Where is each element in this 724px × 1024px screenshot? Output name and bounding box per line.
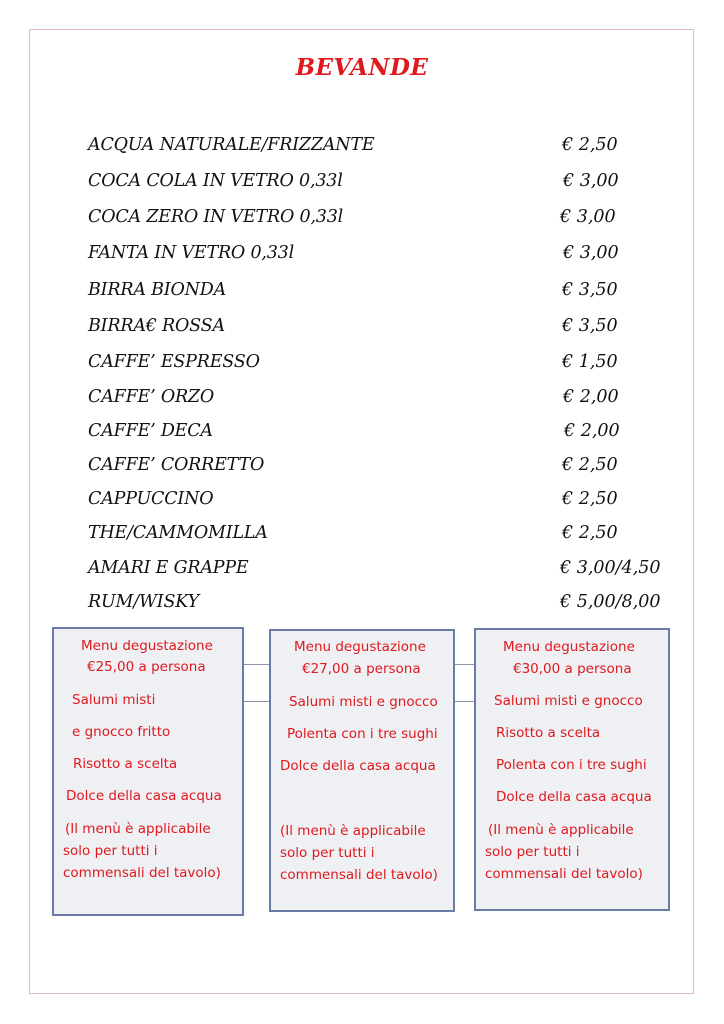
tasting-menu-box-3 — [474, 628, 670, 911]
tasting-menu-note: solo per tutti i — [485, 844, 580, 860]
drink-name: BIRRA BIONDA — [88, 280, 227, 300]
drink-name: CAFFE’ CORRETTO — [88, 455, 265, 475]
drink-row — [0, 243, 724, 273]
drink-price: € 2,00 — [563, 387, 619, 407]
tasting-menu-note: commensali del tavolo) — [485, 866, 643, 882]
drink-name: CAFFE’ ORZO — [88, 387, 215, 407]
page-title: BEVANDE — [295, 54, 429, 81]
drink-row — [0, 135, 724, 165]
tasting-menu-title: Menu degustazione — [503, 639, 635, 655]
drink-row — [0, 489, 724, 519]
drink-price: € 3,50 — [562, 280, 618, 300]
drink-name: THE/CAMMOMILLA — [88, 523, 268, 543]
drink-row — [0, 171, 724, 201]
box-connector — [242, 701, 271, 702]
drink-name: BIRRA€ ROSSA — [88, 316, 225, 336]
tasting-menu-box-1 — [52, 627, 244, 916]
drink-name: FANTA IN VETRO 0,33l — [88, 243, 295, 263]
drink-price: € 3,00 — [563, 171, 619, 191]
tasting-menu-box-2 — [269, 629, 455, 912]
tasting-menu-item: Risotto a scelta — [73, 756, 178, 772]
drink-price: € 2,50 — [562, 523, 618, 543]
drink-price: € 3,00/4,50 — [560, 558, 661, 578]
tasting-menu-item: Dolce della casa acqua — [66, 788, 222, 804]
tasting-menu-price: €30,00 a persona — [513, 661, 632, 677]
drink-name: ACQUA NATURALE/FRIZZANTE — [88, 135, 375, 155]
tasting-menu-price: €25,00 a persona — [87, 659, 206, 675]
drink-name: RUM/WISKY — [88, 592, 199, 612]
drink-price: € 2,50 — [562, 489, 618, 509]
drink-row — [0, 523, 724, 553]
drink-row — [0, 352, 724, 382]
drink-row — [0, 455, 724, 485]
drink-name: COCA COLA IN VETRO 0,33l — [88, 171, 343, 191]
tasting-menu-note: (Il menù è applicabile — [280, 823, 426, 839]
tasting-menu-item: Polenta con i tre sughi — [287, 726, 438, 742]
tasting-menu-item: Salumi misti e gnocco — [494, 693, 643, 709]
tasting-menu-note: solo per tutti i — [280, 845, 375, 861]
drink-row — [0, 592, 724, 622]
drink-row — [0, 207, 724, 237]
tasting-menu-item: e gnocco fritto — [72, 724, 171, 740]
drink-price: € 2,50 — [562, 135, 618, 155]
box-connector — [242, 664, 271, 665]
tasting-menu-title: Menu degustazione — [81, 638, 213, 654]
drink-price: € 3,50 — [562, 316, 618, 336]
tasting-menu-title: Menu degustazione — [294, 639, 426, 655]
drink-price: € 3,00 — [560, 207, 616, 227]
drink-price: € 1,50 — [562, 352, 618, 372]
drink-price: € 5,00/8,00 — [560, 592, 661, 612]
tasting-menu-item: Risotto a scelta — [496, 725, 601, 741]
drink-row — [0, 387, 724, 417]
tasting-menu-note: (Il menù è applicabile — [488, 822, 634, 838]
tasting-menu-item: Salumi misti e gnocco — [289, 694, 438, 710]
drink-name: AMARI E GRAPPE — [88, 558, 249, 578]
tasting-menu-item: Dolce della casa acqua — [280, 758, 436, 774]
drink-name: CAFFE’ ESPRESSO — [88, 352, 260, 372]
drink-price: € 3,00 — [563, 243, 619, 263]
drink-row — [0, 421, 724, 451]
drink-row — [0, 280, 724, 310]
box-connector — [454, 664, 475, 665]
tasting-menu-item: Polenta con i tre sughi — [496, 757, 647, 773]
drink-row — [0, 558, 724, 588]
tasting-menu-note: (Il menù è applicabile — [65, 821, 211, 837]
drink-price: € 2,50 — [562, 455, 618, 475]
tasting-menu-note: solo per tutti i — [63, 843, 158, 859]
drink-price: € 2,00 — [564, 421, 620, 441]
box-connector — [454, 701, 475, 702]
drink-name: COCA ZERO IN VETRO 0,33l — [88, 207, 344, 227]
tasting-menu-note: commensali del tavolo) — [63, 865, 221, 881]
drink-row — [0, 316, 724, 346]
tasting-menu-item: Salumi misti — [72, 692, 156, 708]
drink-name: CAPPUCCINO — [88, 489, 214, 509]
tasting-menu-item: Dolce della casa acqua — [496, 789, 652, 805]
tasting-menu-note: commensali del tavolo) — [280, 867, 438, 883]
tasting-menu-price: €27,00 a persona — [302, 661, 421, 677]
drink-name: CAFFE’ DECA — [88, 421, 213, 441]
